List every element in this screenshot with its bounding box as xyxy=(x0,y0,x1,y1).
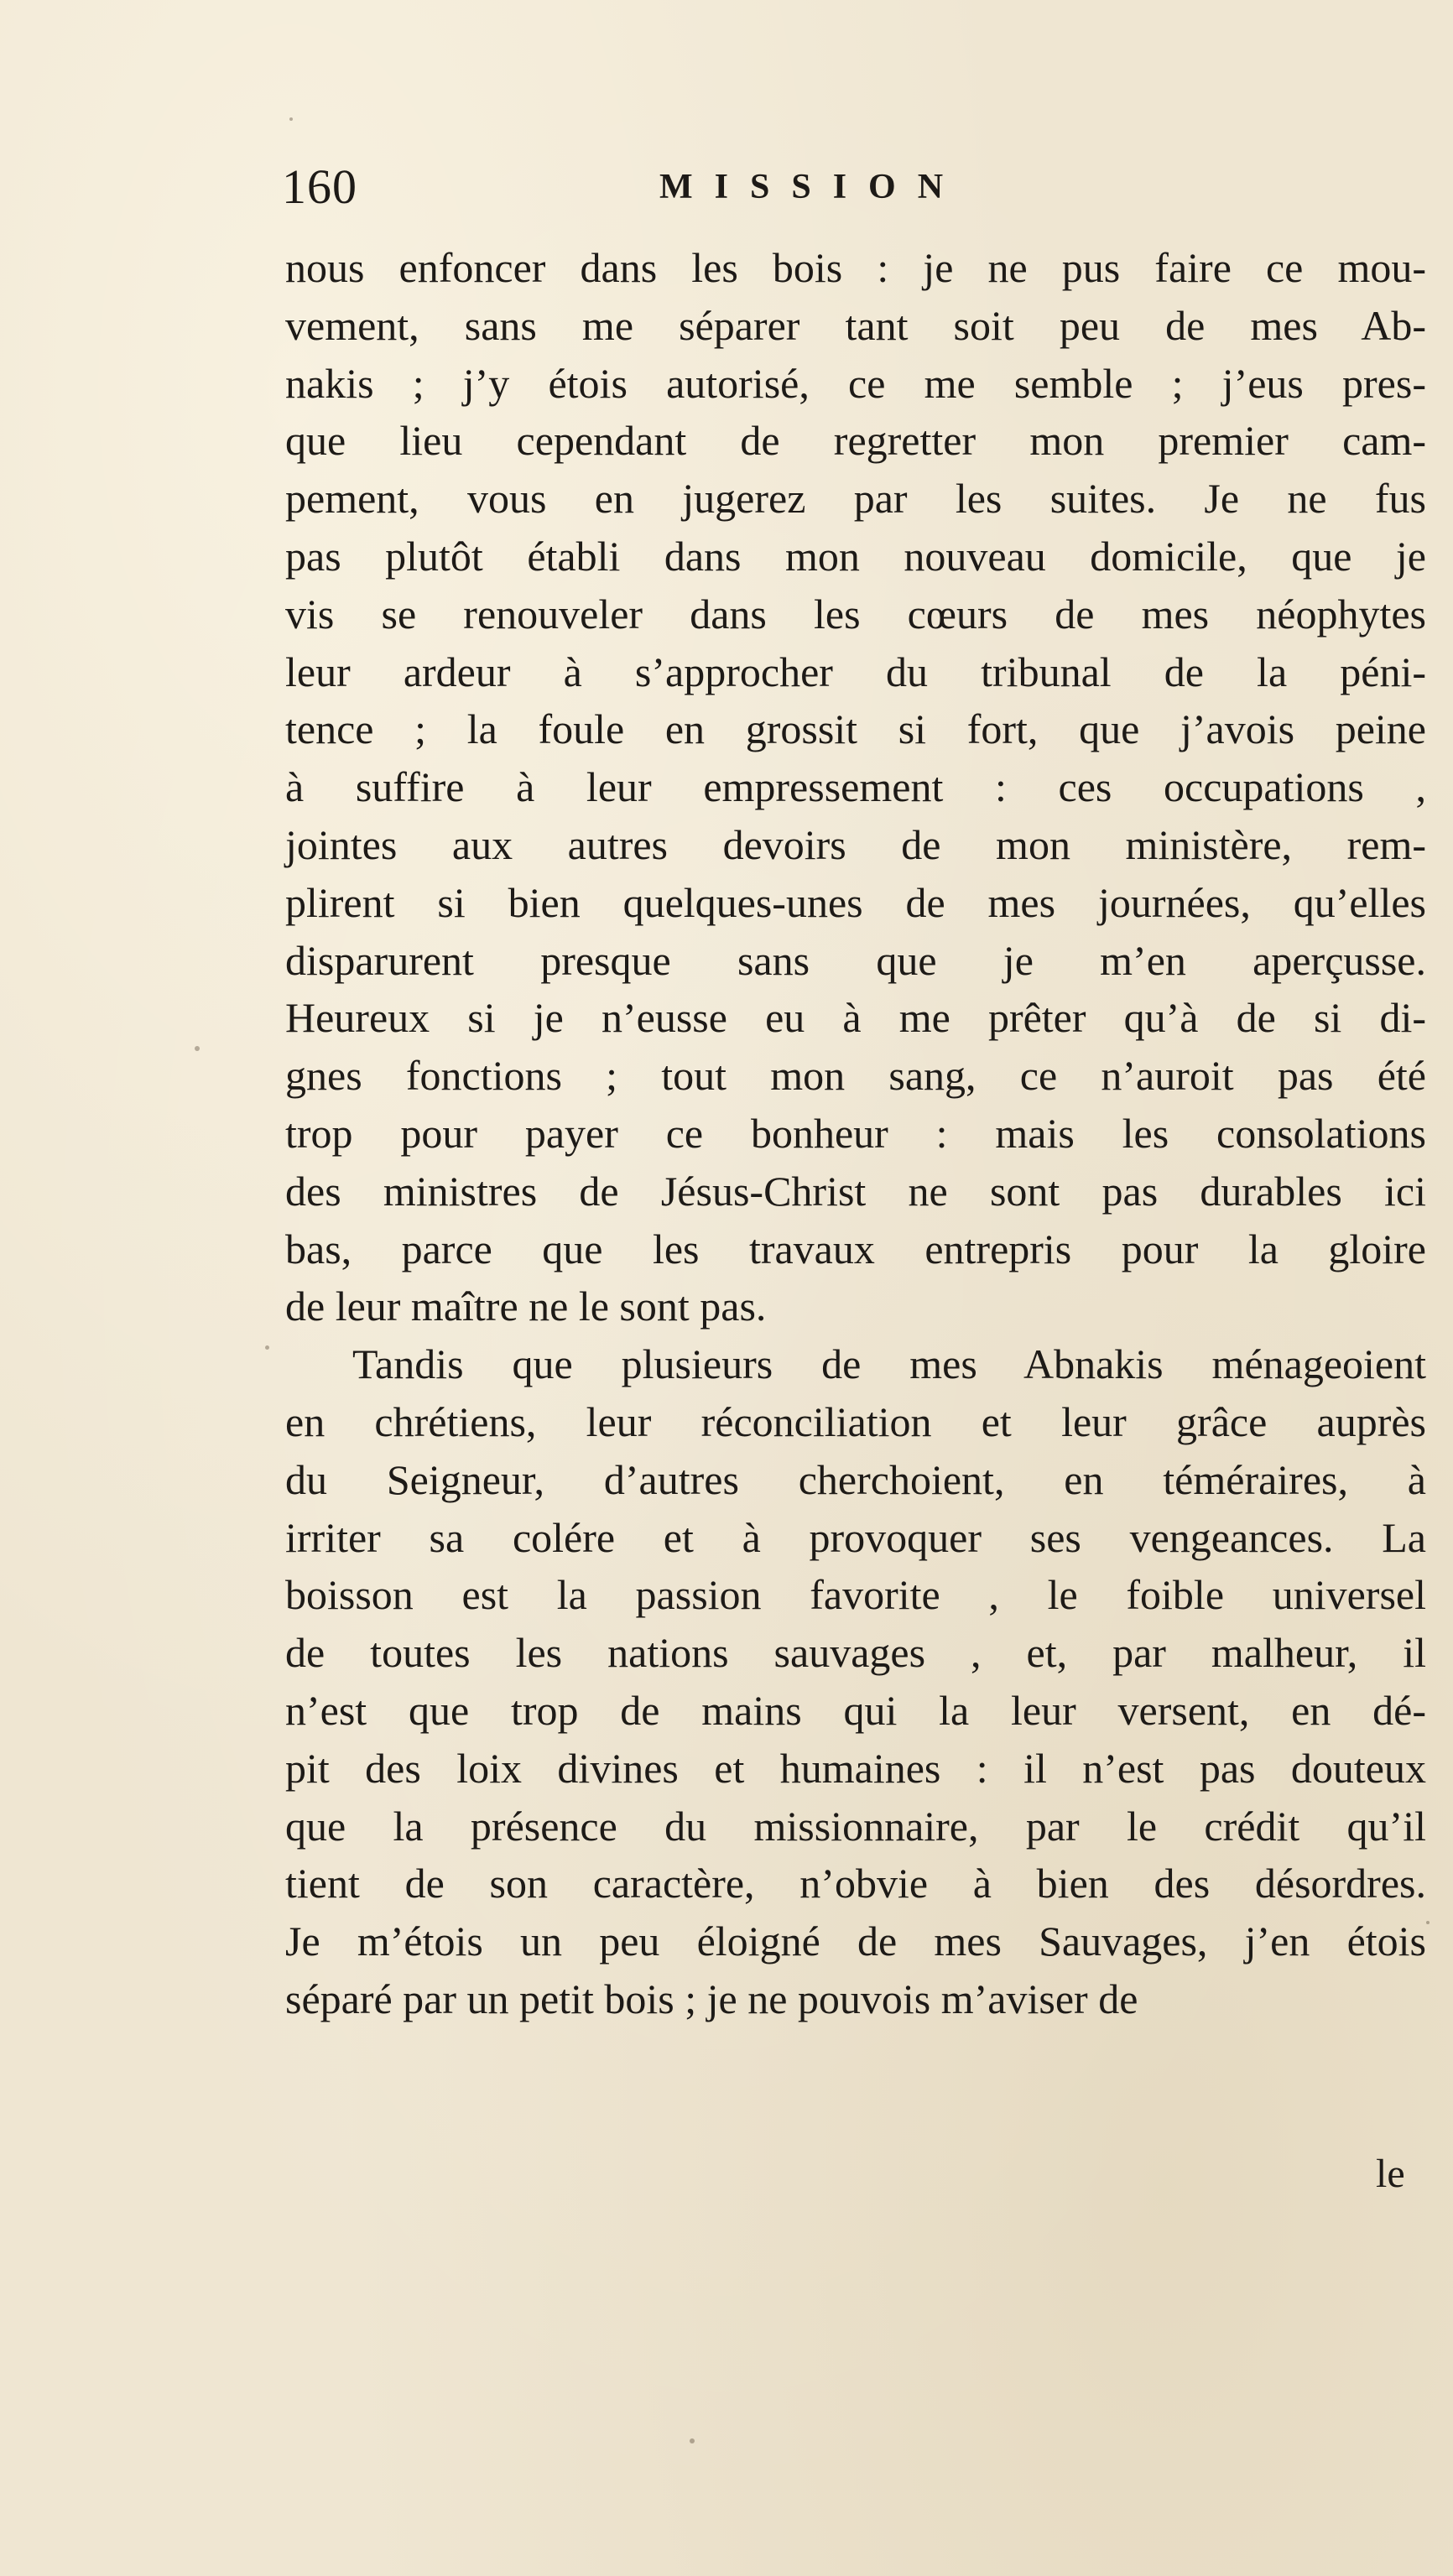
text-line: bas, parce que les travaux entrepris pour la gloire xyxy=(285,1225,1426,1272)
text-line: des ministres de Jésus-Christ ne sont pas durables ici xyxy=(285,1167,1426,1215)
text-line: boisson est la passion favorite , le foible universel xyxy=(285,1571,1426,1619)
text-line: pement, vous en jugerez par les suites. Je ne fus xyxy=(285,475,1426,523)
text-line: à suffire à leur empressement : ces occupations , xyxy=(285,763,1426,811)
text-line: vement, sans me séparer tant soit peu de mes Ab- xyxy=(285,301,1426,349)
page-number: 160 xyxy=(282,159,357,214)
text-line: du Seigneur, d’autres cherchoient, en téméraires, à xyxy=(285,1455,1426,1503)
paper-speck xyxy=(289,117,293,121)
text-line: nakis ; j’y étois autorisé, ce me semble ; j’eus pres- xyxy=(285,359,1426,407)
text-line: disparurent presque sans que je m’en aperçusse. xyxy=(285,936,1426,984)
catchword: le xyxy=(1376,2152,1405,2196)
text-line: en chrétiens, leur réconciliation et leur grâce auprès xyxy=(285,1397,1426,1445)
text-line: leur ardeur à s’approcher du tribunal de la péni- xyxy=(285,648,1426,695)
paper-speck xyxy=(265,1345,269,1350)
text-line: que lieu cependant de regretter mon premier cam- xyxy=(285,417,1426,465)
text-line: gnes fonctions ; tout mon sang, ce n’auroit pas été xyxy=(285,1052,1426,1100)
page-header xyxy=(282,158,1138,216)
text-line: que la présence du missionnaire, par le crédit qu’il xyxy=(285,1802,1426,1850)
paper-speck xyxy=(195,1046,200,1051)
paragraph-1 xyxy=(285,239,1426,1335)
text-line: pit des loix divines et humaines : il n’est pas douteux xyxy=(285,1744,1426,1792)
text-line: tence ; la foule en grossit si fort, que j’avois peine xyxy=(285,705,1426,753)
text-line: trop pour payer ce bonheur : mais les consolations xyxy=(285,1109,1426,1157)
text-line: Tandis que plusieurs de mes Abnakis ménageoient xyxy=(352,1340,1426,1388)
text-line: Je m’étois un peu éloigné de mes Sauvages, j’en étois xyxy=(285,1918,1426,1965)
paper-speck xyxy=(1426,1921,1430,1924)
body-text xyxy=(285,239,1426,2028)
paper-speck xyxy=(690,2438,695,2443)
text-line: n’est que trop de mains qui la leur versent, en dé- xyxy=(285,1686,1426,1734)
text-line: Heureux si je n’eusse eu à me prêter qu’à de si di- xyxy=(285,994,1426,1042)
text-line: pas plutôt établi dans mon nouveau domicile, que je xyxy=(285,532,1426,580)
text-line: vis se renouveler dans les cœurs de mes néophytes xyxy=(285,590,1426,637)
text-line: de toutes les nations sauvages , et, par malheur, il xyxy=(285,1629,1426,1677)
text-line: plirent si bien quelques-unes de mes journées, qu’elles xyxy=(285,878,1426,926)
text-line: tient de son caractère, n’obvie à bien des désordres. xyxy=(285,1860,1426,1907)
text-line: séparé par un petit bois ; je ne pouvois m’aviser de xyxy=(285,1975,1138,2022)
text-line: jointes aux autres devoirs de mon ministère, rem- xyxy=(285,820,1426,868)
text-line: irriter sa colére et à provoquer ses vengeances. La xyxy=(285,1513,1426,1561)
running-head: MISSION xyxy=(659,168,966,206)
text-line: nous enfoncer dans les bois : je ne pus faire ce mou- xyxy=(285,244,1426,291)
paragraph-2 xyxy=(285,1335,1426,2028)
text-line: de leur maître ne le sont pas. xyxy=(285,1283,767,1330)
